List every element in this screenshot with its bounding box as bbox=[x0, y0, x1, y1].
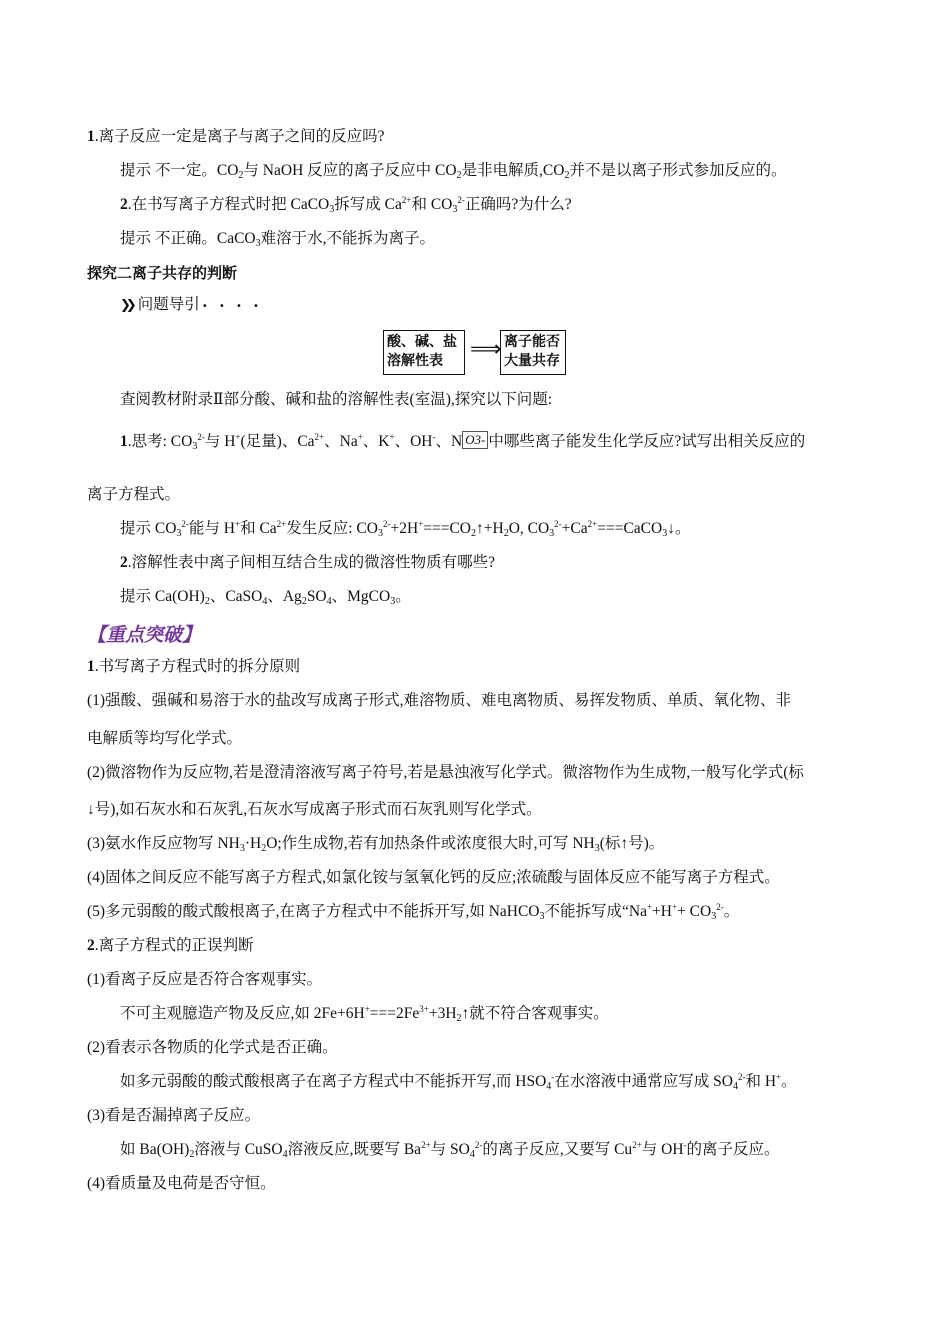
solubility-table-box: 酸、碱、盐 溶解性表 bbox=[383, 330, 465, 375]
focus-heading: 【重点突破】 bbox=[87, 624, 202, 646]
rule-1-3: (3)氨水作反应物写 $NH_3\cdot H_2O$;作生成物,若有加热条件或浓度很大时,可写 $NH_3$(标↑号)。 bbox=[87, 835, 665, 854]
rule-2-3: (3)看是否漏掉离子反应。 bbox=[87, 1107, 261, 1124]
answer-2: 提示 不正确。CaCO$_3$难溶于水,不能拆为离子。 bbox=[120, 230, 436, 249]
think-question-cont: 离子方程式。 bbox=[87, 486, 181, 503]
rule-1-title: 1.书写离子方程式时的拆分原则 bbox=[87, 658, 301, 675]
think-question: 1.思考: $CO_3^{2-}$与 H+(足量)、$Ca^{2+}$、Na+、K+、OH-、N O3- 中哪些离子能发生化学反应?试写出相关反应的 bbox=[120, 432, 806, 452]
nitrate-formula-box: O3- bbox=[462, 431, 488, 449]
question-2: 2.在书写离子方程式时把 CaCO$_3$拆写成 $Ca^{2+}$和 $CO_3^{2-}$正确吗?为什么? bbox=[120, 195, 572, 215]
rule-1-5: (5)多元弱酸的酸式酸根离子,在离子方程式中不能拆开写,如 NaHCO$_3$不能拆写成“$Na^++H^++ CO_3^{2-}$。 bbox=[87, 902, 740, 922]
problem-guide: ❯❯ 问题导引 • • • • bbox=[120, 295, 263, 317]
rule-2-1-example: 不可主观臆造产物及反应,如 $2Fe+6H^+===2Fe^{3+}+3H_2↑$就不符合客观事实。 bbox=[120, 1004, 609, 1024]
question-1: 1.离子反应一定是离子与离子之间的反应吗? bbox=[87, 128, 385, 145]
rule-1-2-line2: ↓号),如石灰水和石灰乳,石灰水写成离子形式而石灰乳则写化学式。 bbox=[87, 801, 542, 818]
lookup-instruction: 查阅教材附录Ⅱ部分酸、碱和盐的溶解性表(室温),探究以下问题: bbox=[120, 391, 553, 408]
implies-arrow-icon: ⟹ bbox=[470, 337, 502, 362]
answer-1: 提示 不一定。$CO_2$与 NaOH 反应的离子反应中 $CO_2$是非电解质$,CO_2$并不是以离子形式参加反应的。 bbox=[120, 162, 787, 181]
rule-2-4: (4)看质量及电荷是否守恒。 bbox=[87, 1175, 276, 1192]
section-heading: 探究二离子共存的判断 bbox=[87, 264, 238, 282]
rule-1-1-line2: 电解质等均写化学式。 bbox=[87, 730, 243, 747]
rule-2-2: (2)看表示各物质的化学式是否正确。 bbox=[87, 1039, 338, 1056]
double-chevron-icon: ❯❯ bbox=[120, 298, 132, 313]
rule-2-title: 2.离子方程式的正误判断 bbox=[87, 937, 254, 954]
rule-1-1-line1: (1)强酸、强碱和易溶于水的盐改写成离子形式,难溶物质、难电离物质、易挥发物质、单质、氧化物、非 bbox=[87, 692, 791, 709]
rule-1-4: (4)固体之间反应不能写离子方程式,如氯化铵与氢氧化钙的反应;浓硫酸与固体反应不能写离子方程式。 bbox=[87, 869, 780, 886]
rule-2-1: (1)看离子反应是否符合客观事实。 bbox=[87, 971, 323, 988]
question-4: 2.溶解性表中离子间相互结合生成的微溶性物质有哪些? bbox=[120, 554, 496, 571]
hint-3: 提示 $CO_3^{2-}$能与 H+和 $Ca^{2+}$发生反应: $CO_3^{2-}+2H^+===CO_2↑+H_2O$, $CO_3^{2-}+Ca^{2+}===CaCO_3↓$。 bbox=[120, 519, 691, 539]
hint-4: 提示 $Ca(OH)_2$、CaSO$_4$、$Ag_2SO_4$、MgCO$_3$。 bbox=[120, 588, 411, 607]
rule-2-2-example: 如多元弱酸的酸式酸根离子在离子方程式中不能拆开写,而 $HSO_4^-$在水溶液中通常应写成 $SO_4^{2-}$和 H+。 bbox=[120, 1072, 797, 1092]
coexistence-box: 离子能否 大量共存 bbox=[500, 330, 566, 375]
rule-1-2-line1: (2)微溶物作为反应物,若是澄清溶液写离子符号,若是悬浊液写化学式。微溶物作为生成物,一般写化学式(标 bbox=[87, 764, 804, 781]
rule-2-3-example: 如 $Ba(OH)_2$溶液与 CuSO$_4$溶液反应,既要写 $Ba^{2+}$与 $SO_4^{2-}$的离子反应,又要写 $Cu^{2+}$与 OH-的离子反应。 bbox=[120, 1140, 780, 1160]
